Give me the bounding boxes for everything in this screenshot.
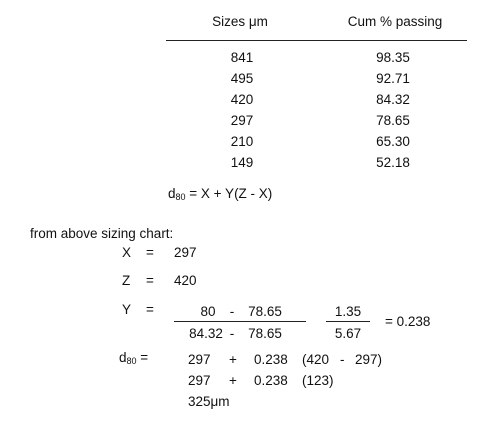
header-rule — [166, 40, 467, 41]
size-cell: 420 — [230, 92, 254, 107]
col-header-sizes: Sizes μm — [212, 14, 268, 29]
formula-rhs: = X + Y(Z - X) — [185, 186, 273, 201]
calc-term: 297 — [188, 373, 211, 388]
calc-term: (420 — [302, 352, 330, 367]
passing-cell: 98.35 — [376, 50, 410, 65]
y-label: Y — [122, 302, 132, 317]
calc-equals: = — [140, 350, 149, 365]
x-value: 297 — [174, 245, 197, 260]
denominator-b: 78.65 — [248, 326, 282, 341]
y-result: = 0.238 — [385, 314, 431, 329]
simplified-denominator: 5.67 — [334, 326, 362, 341]
calc-term: (123) — [302, 373, 334, 388]
simplified-fraction-bar — [326, 321, 370, 322]
denominator-a: 84.32 — [189, 326, 223, 341]
col-header-cum-passing: Cum % passing — [347, 14, 443, 29]
size-cell: 297 — [230, 113, 254, 128]
calc-term: 297 — [188, 352, 211, 367]
z-value: 420 — [174, 273, 197, 288]
x-equals: = — [146, 245, 154, 260]
numerator-b: 78.65 — [248, 304, 282, 319]
calc-operator: + — [229, 352, 237, 367]
d80-calc-label — [119, 350, 148, 366]
numerator-minus: - — [229, 304, 235, 319]
size-cell: 495 — [230, 71, 254, 86]
passing-cell: 84.32 — [376, 92, 410, 107]
size-cell: 149 — [230, 155, 254, 170]
size-cell: 841 — [230, 50, 254, 65]
calc-term: 0.238 — [254, 373, 288, 388]
x-label: X — [122, 245, 132, 260]
size-cell: 210 — [230, 134, 254, 149]
d80-symbol: d — [119, 350, 127, 365]
calc-term: 0.238 — [254, 352, 288, 367]
y-equals: = — [146, 302, 154, 317]
fraction-bar — [174, 321, 306, 322]
d80-symbol: d — [168, 186, 176, 201]
passing-cell: 78.65 — [376, 113, 410, 128]
calc-operator: - — [340, 352, 345, 367]
d80-subscript: 80 — [126, 356, 137, 366]
calc-term: 297) — [355, 352, 383, 367]
z-label: Z — [122, 273, 131, 288]
calc-operator: + — [229, 373, 237, 388]
passing-cell: 92.71 — [376, 71, 410, 86]
passing-cell: 65.30 — [376, 134, 410, 149]
calc-result: 325μm — [188, 394, 230, 409]
d80-formula — [168, 186, 272, 202]
numerator-a: 80 — [200, 304, 216, 319]
passing-cell: 52.18 — [376, 155, 410, 170]
z-equals: = — [146, 273, 154, 288]
intro-text: from above sizing chart: — [30, 226, 174, 241]
simplified-numerator: 1.35 — [334, 304, 362, 319]
denominator-minus: - — [229, 326, 235, 341]
d80-subscript: 80 — [175, 192, 186, 202]
